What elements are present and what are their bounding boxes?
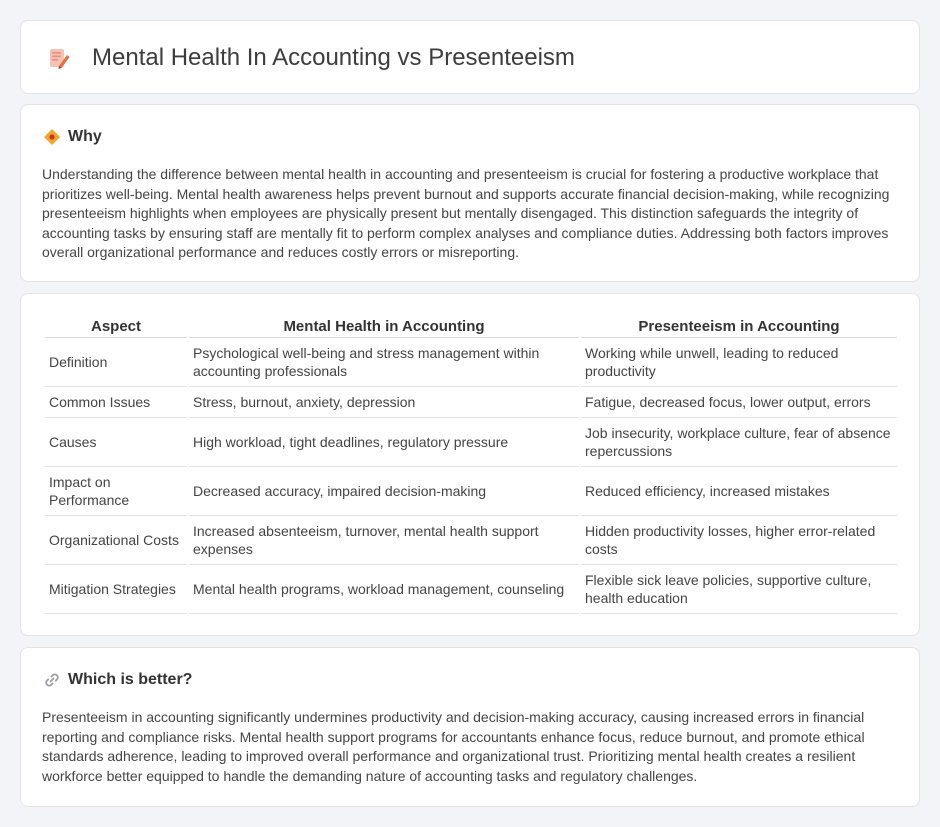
cell-aspect: Common Issues [45,387,187,418]
table-row [45,418,897,467]
table-row [45,338,897,387]
link-icon [43,671,61,689]
better-heading: Which is better? [68,671,193,688]
cell-presenteeism: Job insecurity, workplace culture, fear of absence repercussions [581,418,897,467]
cell-aspect: Causes [45,418,187,467]
which-is-better-section [20,647,920,807]
why-heading: Why [68,128,102,145]
table-row [45,467,897,516]
table-header-row [45,316,897,338]
cell-aspect: Mitigation Strategies [45,565,187,614]
table-row [45,565,897,614]
cell-mental-health: High workload, tight deadlines, regulatory pressure [189,418,579,467]
comparison-section [20,293,920,636]
better-text: Presenteeism in accounting significantly undermines productivity and decision-making accuracy, causing increased errors in financial reporting and compliance risks. Mental health support programs for accountants enhance focus, reduce burnout, and promote ethical standards adherence, leading to improved overall performance and organizational trust. Prioritizing mental health creates a resilient workforce better equipped to handle the demanding nature of accounting tasks and regulatory challenges. [42,709,865,784]
cell-presenteeism: Hidden productivity losses, higher error-related costs [581,516,897,565]
cell-presenteeism: Flexible sick leave policies, supportive culture, health education [581,565,897,614]
cell-presenteeism: Fatigue, decreased focus, lower output, errors [581,387,897,418]
cell-mental-health: Mental health programs, workload management, counseling [189,565,579,614]
cell-presenteeism: Reduced efficiency, increased mistakes [581,467,897,516]
diamond-sign-icon [43,128,61,146]
cell-aspect: Definition [45,338,187,387]
table-row [45,516,897,565]
column-header-presenteeism: Presenteeism in Accounting [581,316,897,338]
page-title: Mental Health In Accounting vs Presenteeism [92,44,575,71]
why-heading-row [43,127,102,147]
cell-mental-health: Psychological well-being and stress management within accounting professionals [189,338,579,387]
cell-mental-health: Decreased accuracy, impaired decision-making [189,467,579,516]
cell-mental-health: Stress, burnout, anxiety, depression [189,387,579,418]
column-header-aspect: Aspect [45,316,187,338]
cell-aspect: Impact on Performance [45,467,187,516]
cell-presenteeism: Working while unwell, leading to reduced productivity [581,338,897,387]
cell-mental-health: Increased absenteeism, turnover, mental health support expenses [189,516,579,565]
cell-aspect: Organizational Costs [45,516,187,565]
why-section [20,104,920,282]
comparison-table [43,316,899,614]
title-card [20,20,920,94]
better-heading-row [43,670,192,690]
why-text: Understanding the difference between mental health in accounting and presenteeism is crucial for fostering a productive workplace that prioritizes well-being. Mental health awareness helps prevent burnout and supports accurate financial decision-making, while recognizing presenteeism highlights when employees are physically present but mentally disengaged. This distinction safeguards the integrity of accounting tasks by ensuring staff are mentally fit to perform complex analyses and compliance duties. Addressing both factors improves overall organizational performance and reduces costly errors or misreporting. [42,166,890,261]
pencil-memo-icon [47,46,71,70]
table-row [45,387,897,418]
column-header-mental-health: Mental Health in Accounting [189,316,579,338]
